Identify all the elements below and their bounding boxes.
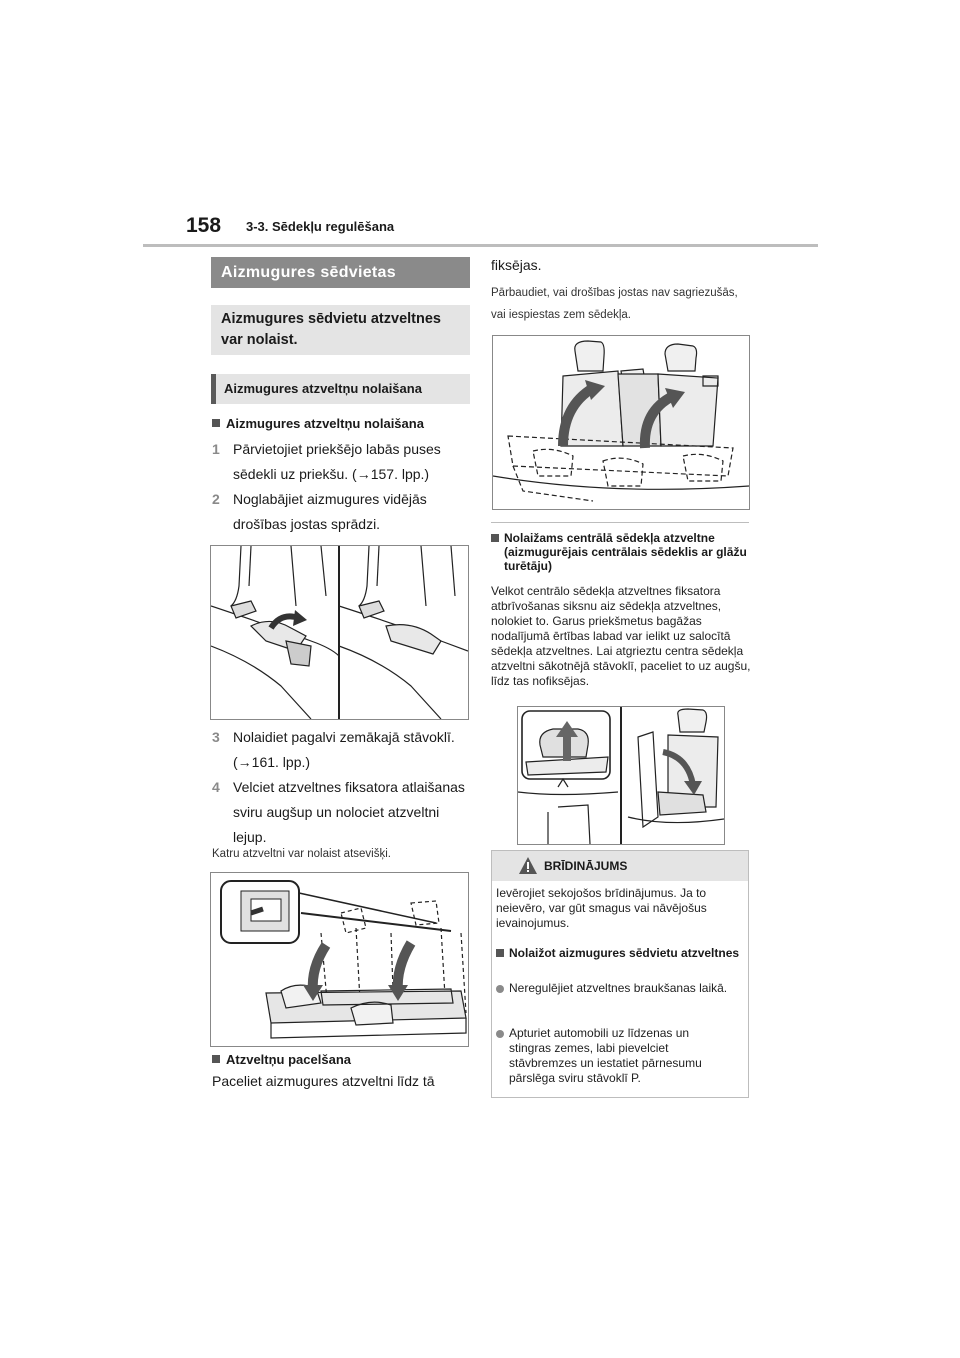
center-subhead-text: Nolaižams centrālā sēdekļa atzveltne (aizmugurējais centrālais sēdeklis ar glāžu turētāju) [504,531,747,573]
square-bullet-icon [491,534,499,542]
warning-header [492,851,748,881]
raise-text: Paceliet aizmugures atzveltni līdz tā [212,1073,435,1089]
center-text: Velkot centrālo sēdekļa atzveltnes fiksatora atbrīvošanas siksnu aiz sēdekļa atzveltnes, nolokiet to. Garus priekšmetus bagāžas nodalījumā ērtības labad var ielikt uz salocītā sēdekļa atzveltnes. Lai atgrieztu centra sēdekļa atzveltni sākotnējā stāvoklī, paceliet to uz augšu, līdz tas nofiksējas. [491,584,751,688]
raise-illustration [493,336,749,509]
step-number: 2 [212,491,220,507]
step-text: Noglabājiet aizmugures vidējās drošības jostas sprādzi. [233,491,427,532]
warning-item-text: Neregulējiet atzveltnes braukšanas laikā. [509,981,728,995]
raise-figure [492,335,750,510]
round-bullet-icon [496,985,504,993]
raise-subhead-text: Atzveltņu pacelšana [226,1052,351,1067]
square-bullet-icon [212,1055,220,1063]
check-note: Pārbaudiet, vai drošības jostas nav sagriezušās, vai iespiestas zem sēdekļa. [491,287,738,321]
center-seat-figure [517,706,725,845]
raise-continue: fiksējas. [491,257,542,273]
warning-box [491,850,749,1098]
page-number: 158 [186,214,222,237]
step-text: Velciet atzveltnes fiksatora atlaišanas sviru augšup un nolociet atzveltni lejup. [233,779,465,845]
step-number: 3 [212,729,220,745]
step-3 [212,725,470,775]
step-4 [212,775,470,850]
intro-box: Aizmugures sēdvietu atzveltnes var nolaist. [211,305,470,355]
center-seat-illustration [518,707,724,844]
step-2 [212,487,470,537]
warning-intro: Ievērojiet sekojošos brīdinājumus. Ja to neievēro, var gūt smagus vai nāvējošus ievainojumus. [496,886,707,930]
step-1 [212,437,470,487]
fold-figure [210,872,469,1047]
step-number: 4 [212,779,220,795]
step-text: Pārvietojiet priekšējo labās puses sēdekli uz priekšu. (→157. lpp.) [233,441,441,482]
warning-triangle-icon [519,857,537,874]
section-banner: Aizmugures sēdvietas [211,257,470,288]
fold-topic-bar [211,374,470,404]
fold-subhead [212,416,424,431]
fold-note: Katru atzveltni var nolaist atsevišķi. [212,848,391,860]
raise-subhead [212,1052,351,1067]
fold-topic-label: Aizmugures atzveltņu nolaišana [224,381,422,396]
buckle-figure [210,545,469,720]
section-title: 3-3. Sēdekļu regulēšana [246,219,395,234]
warning-title: BRĪDINĀJUMS [544,859,628,873]
header-rule [143,244,818,247]
topic-stripe [211,374,216,404]
section-divider [491,522,749,523]
buckle-illustration [211,546,468,719]
warning-item-text: Apturiet automobili uz līdzenas un stingras zemes, labi pievelciet stāvbremzes un iestatiet pārnesumu pārslēga sviru stāvoklī P. [509,1026,702,1085]
warning-subhead-text: Nolaižot aizmugures sēdvietu atzveltnes [509,946,740,960]
fold-illustration [211,873,468,1046]
square-bullet-icon [496,949,504,957]
step-number: 1 [212,441,220,457]
round-bullet-icon [496,1030,504,1038]
fold-subhead-text: Aizmugures atzveltņu nolaišana [226,416,424,431]
square-bullet-icon [212,419,220,427]
step-text: Nolaidiet pagalvi zemākajā stāvoklī. (→161. lpp.) [233,729,455,770]
